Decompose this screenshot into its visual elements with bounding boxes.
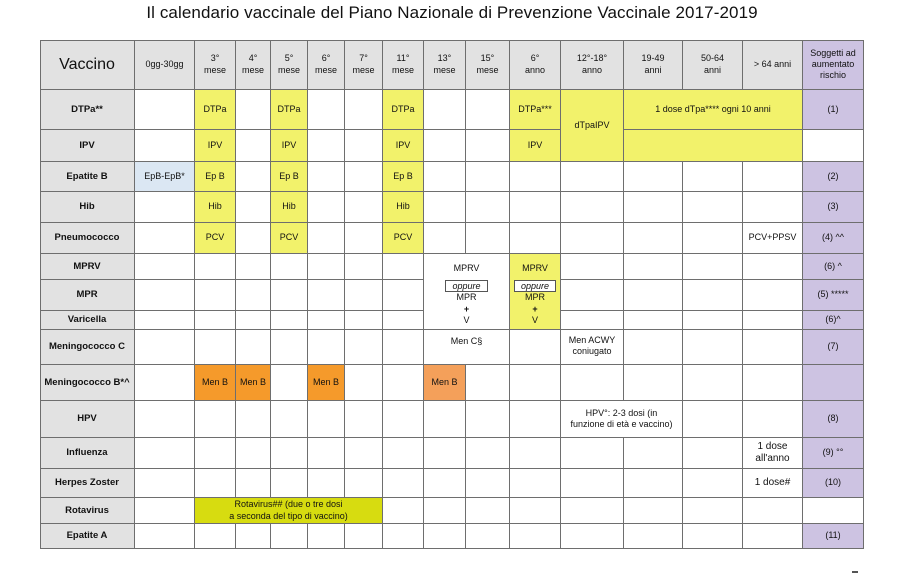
pcv-5-month: PCV [271,223,308,254]
empty-cell [624,254,683,280]
dtpa-6-year: DTPa*** [510,90,561,130]
empty-cell [345,280,383,311]
empty-cell [135,192,195,223]
empty-cell [466,401,510,438]
empty-cell [383,438,424,469]
row-label: Epatite A [40,524,135,549]
empty-cell [743,254,803,280]
ipv-6-year: IPV [510,130,561,162]
empty-cell [561,223,624,254]
empty-cell [561,311,624,330]
empty-cell [624,330,683,365]
empty-cell [624,223,683,254]
empty-cell [345,469,383,498]
empty-cell [510,162,561,192]
empty-cell [383,254,424,280]
empty-cell [345,330,383,365]
header-age-group: 0gg-30gg [135,40,195,90]
empty-cell [624,365,683,401]
row-label: MPRV [40,254,135,280]
dtpa-11-month: DTPa [383,90,424,130]
dtpa-3-month: DTPa [195,90,236,130]
ipv-3-month: IPV [195,130,236,162]
empty-cell [510,469,561,498]
corner-mark [852,571,858,573]
empty-cell [743,401,803,438]
empty-cell [424,438,466,469]
empty-cell [135,311,195,330]
empty-cell [308,401,345,438]
empty-cell [308,311,345,330]
empty-cell [743,365,803,401]
empty-cell [383,524,424,549]
dtpa-adult-fill [624,130,803,162]
empty-cell [683,438,743,469]
empty-cell [510,330,561,365]
empty-cell [683,401,743,438]
row-label: Hib [40,192,135,223]
empty-cell [271,401,308,438]
header-age-group: 50-64 anni [683,40,743,90]
row-label: Influenza [40,438,135,469]
epb-birth: EpB-EpB* [135,162,195,192]
row-label: Epatite B [40,162,135,192]
empty-cell [236,401,271,438]
header-age-group: 12°-18° anno [561,40,624,90]
empty-cell [743,524,803,549]
risk-note: (9) °° [803,438,864,469]
empty-cell [135,365,195,401]
row-label: Meningococco C [40,330,135,365]
mpr-label: MPR [525,292,545,303]
empty-cell [510,192,561,223]
empty-cell [510,524,561,549]
empty-cell [683,469,743,498]
empty-cell [624,524,683,549]
empty-cell [683,162,743,192]
men-b-4-month: Men B [236,365,271,401]
row-label: Rotavirus [40,498,135,524]
men-c-13-month: Men C§ [424,330,510,365]
empty-cell [271,311,308,330]
empty-cell [624,280,683,311]
empty-cell [624,498,683,524]
empty-cell [683,254,743,280]
empty-cell [743,280,803,311]
empty-cell [683,498,743,524]
varicella-label: V [531,314,538,325]
empty-cell [424,90,466,130]
influenza-over-64: 1 dose all'anno [743,438,803,469]
empty-cell [466,90,510,130]
pcv-over-64: PCV+PPSV [743,223,803,254]
header-age-group: 4° mese [236,40,271,90]
empty-cell [424,223,466,254]
risk-note: (6)^ [803,311,864,330]
empty-cell [424,524,466,549]
empty-cell [308,162,345,192]
empty-cell [561,498,624,524]
empty-cell [271,280,308,311]
empty-cell [195,330,236,365]
vaccination-calendar-table [40,40,864,549]
header-age-group: 19-49 anni [624,40,683,90]
empty-cell [195,254,236,280]
empty-cell [743,192,803,223]
row-label: Herpes Zoster [40,469,135,498]
empty-cell [308,524,345,549]
empty-cell [561,162,624,192]
risk-note: (8) [803,401,864,438]
empty-cell [683,311,743,330]
empty-cell [424,192,466,223]
row-label: IPV [40,130,135,162]
empty-cell [345,254,383,280]
hib-5-month: Hib [271,192,308,223]
empty-cell [271,254,308,280]
oppure-label: oppure [445,280,487,292]
empty-cell [345,162,383,192]
empty-cell [683,192,743,223]
empty-cell [561,365,624,401]
empty-cell [383,330,424,365]
empty-cell [683,524,743,549]
empty-cell [308,254,345,280]
empty-cell [424,162,466,192]
empty-cell [236,524,271,549]
empty-cell [135,90,195,130]
empty-cell [624,438,683,469]
empty-cell [135,130,195,162]
empty-cell [195,524,236,549]
pcv-3-month: PCV [195,223,236,254]
varicella-label: V [463,314,470,325]
risk-note: (6) ^ [803,254,864,280]
dtpa-5-month: DTPa [271,90,308,130]
men-b-13-month: Men B [424,365,466,401]
header-age-group: 6° mese [308,40,345,90]
risk-note: (5) ***** [803,280,864,311]
empty-cell [561,438,624,469]
empty-cell [195,311,236,330]
empty-cell [345,524,383,549]
empty-cell [236,469,271,498]
ipv-5-month: IPV [271,130,308,162]
oppure-label: oppure [514,280,556,292]
empty-cell [135,330,195,365]
empty-cell [195,438,236,469]
mprv-label: MPRV [453,263,480,273]
empty-cell [466,438,510,469]
empty-cell [561,192,624,223]
row-label: HPV [40,401,135,438]
mprv-label: MPRV [522,263,548,273]
men-b-3-month: Men B [195,365,236,401]
hib-11-month: Hib [383,192,424,223]
plus-label: + [532,303,538,314]
empty-cell [271,438,308,469]
mprv-13-15-month [424,254,510,330]
row-label: DTPa** [40,90,135,130]
empty-cell [510,365,561,401]
empty-cell [466,365,510,401]
empty-cell [424,498,466,524]
empty-cell [345,438,383,469]
row-label: Varicella [40,311,135,330]
header-age-group: 5° mese [271,40,308,90]
empty-cell [424,469,466,498]
epb-5-month: Ep B [271,162,308,192]
empty-cell [236,162,271,192]
empty-cell [466,130,510,162]
empty-cell [135,280,195,311]
empty-cell [683,280,743,311]
empty-cell [345,130,383,162]
empty-cell [236,192,271,223]
empty-cell [271,330,308,365]
risk-note [803,365,864,401]
risk-note: (11) [803,524,864,549]
empty-cell [510,401,561,438]
herpes-zoster-over-64: 1 dose# [743,469,803,498]
risk-note: (2) [803,162,864,192]
empty-cell [135,254,195,280]
epb-3-month: Ep B [195,162,236,192]
empty-cell [236,280,271,311]
empty-cell [383,469,424,498]
header-age-group: 6° anno [510,40,561,90]
empty-cell [383,311,424,330]
empty-cell [271,524,308,549]
empty-cell [466,223,510,254]
empty-cell [135,524,195,549]
empty-cell [624,162,683,192]
row-label: Meningococco B*^ [40,365,135,401]
empty-cell [236,438,271,469]
hpv-teen: HPV°: 2-3 dosi (in funzione di età e vaccino) [561,401,683,438]
dtpa-adult-booster: 1 dose dTpa**** ogni 10 anni [624,90,803,130]
risk-note [803,130,864,162]
header-risk-subjects: Soggetti ad aumentato rischio [803,40,864,90]
empty-cell [466,162,510,192]
header-age-group: > 64 anni [743,40,803,90]
empty-cell [743,162,803,192]
mpr-label: MPR [456,292,477,303]
header-age-group: 13° mese [424,40,466,90]
header-age-group: 7° mese [345,40,383,90]
empty-cell [624,192,683,223]
empty-cell [308,192,345,223]
empty-cell [135,223,195,254]
rotavirus-course: Rotavirus## (due o tre dosi a seconda del tipo di vaccino) [195,498,383,524]
empty-cell [135,438,195,469]
empty-cell [345,223,383,254]
empty-cell [345,365,383,401]
risk-note: (7) [803,330,864,365]
empty-cell [345,401,383,438]
empty-cell [683,223,743,254]
risk-note: (1) [803,90,864,130]
empty-cell [510,223,561,254]
empty-cell [383,401,424,438]
header-age-group: 3° mese [195,40,236,90]
empty-cell [308,90,345,130]
empty-cell [345,311,383,330]
empty-cell [195,469,236,498]
empty-cell [624,311,683,330]
empty-cell [424,401,466,438]
empty-cell [510,498,561,524]
row-label: Pneumococco [40,223,135,254]
mprv-6-year [510,254,561,330]
men-b-6-month: Men B [308,365,345,401]
ipv-11-month: IPV [383,130,424,162]
empty-cell [195,401,236,438]
empty-cell [308,330,345,365]
empty-cell [383,280,424,311]
empty-cell [308,469,345,498]
empty-cell [561,254,624,280]
empty-cell [561,469,624,498]
empty-cell [236,330,271,365]
empty-cell [424,130,466,162]
hib-3-month: Hib [195,192,236,223]
empty-cell [743,498,803,524]
empty-cell [195,280,236,311]
empty-cell [743,330,803,365]
empty-cell [510,438,561,469]
empty-cell [271,365,308,401]
empty-cell [561,524,624,549]
empty-cell [236,90,271,130]
empty-cell [345,90,383,130]
risk-note [803,498,864,524]
risk-note: (10) [803,469,864,498]
risk-note: (3) [803,192,864,223]
empty-cell [308,280,345,311]
empty-cell [561,280,624,311]
empty-cell [135,401,195,438]
plus-label: + [463,303,470,314]
men-acwy-teen: Men ACWY coniugato [561,330,624,365]
dtpaipv-teen: dTpaIPV [561,90,624,162]
empty-cell [236,254,271,280]
empty-cell [345,192,383,223]
empty-cell [624,469,683,498]
empty-cell [308,438,345,469]
empty-cell [466,469,510,498]
empty-cell [236,130,271,162]
risk-note: (4) ^^ [803,223,864,254]
empty-cell [683,330,743,365]
empty-cell [236,311,271,330]
empty-cell [466,498,510,524]
empty-cell [271,469,308,498]
header-vaccine: Vaccino [40,40,135,90]
empty-cell [308,130,345,162]
empty-cell [383,365,424,401]
empty-cell [308,223,345,254]
page-title: Il calendario vaccinale del Piano Nazionale di Prevenzione Vaccinale 2017-2019 [146,3,758,22]
pcv-11-month: PCV [383,223,424,254]
empty-cell [236,223,271,254]
empty-cell [383,498,424,524]
epb-11-month: Ep B [383,162,424,192]
empty-cell [135,498,195,524]
empty-cell [466,524,510,549]
empty-cell [683,365,743,401]
empty-cell [135,469,195,498]
empty-cell [466,192,510,223]
header-age-group: 15° mese [466,40,510,90]
empty-cell [743,311,803,330]
row-label: MPR [40,280,135,311]
header-age-group: 11° mese [383,40,424,90]
